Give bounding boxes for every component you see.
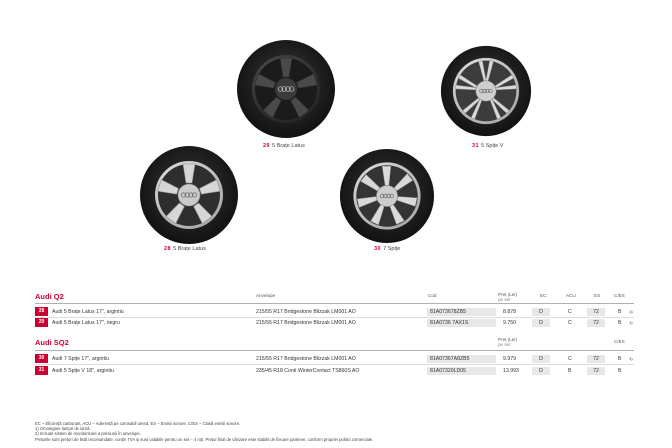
ec-class: D	[532, 308, 550, 316]
tyre-spec: 215/55 R17 Bridgestone Blizzak LM001 AO	[256, 355, 356, 362]
footnote-2: 2) Include sistem de monitorizare a presiunii în anvelope.	[35, 431, 141, 437]
col-header-ces: C/ES	[614, 293, 625, 298]
col-header-pret: Preț (Lei) pe set	[498, 292, 517, 302]
row-index-badge: 31	[35, 366, 48, 375]
section-title-q2: Audi Q2	[35, 292, 64, 301]
wheel-caption-28: 28 5 Brațe Latus	[164, 246, 206, 252]
wheel-name: Audi 5 Brațe Latus 17", negru	[52, 319, 120, 326]
row-footnote: 1)	[629, 319, 633, 325]
col-header-cod: Cod	[428, 293, 437, 298]
price: 9.979	[503, 355, 516, 362]
row-footnote: 1)	[629, 355, 633, 361]
row-index-badge: 30	[35, 354, 48, 363]
table-row	[35, 366, 634, 375]
es-value: 72	[587, 319, 605, 327]
ec-class: D	[532, 319, 550, 327]
col-header-acu: ACU	[566, 293, 576, 298]
wheel-name: Audi 5 Brațe Latus 17", argintiu	[52, 308, 124, 315]
es-value: 72	[587, 367, 605, 375]
acu-class: C	[568, 355, 572, 362]
wheel-image-30	[339, 148, 435, 244]
acu-class: C	[568, 308, 572, 315]
wheel-name: Audi 7 Spițe 17", argintiu	[52, 355, 109, 362]
ces-class: B	[618, 367, 622, 374]
table-row	[35, 354, 634, 363]
part-code: 81A0736 7AX1S	[427, 319, 496, 327]
price: 13.993	[503, 367, 519, 374]
table-row	[35, 307, 634, 316]
acu-class: C	[568, 319, 572, 326]
ec-class: D	[532, 367, 550, 375]
wheel-image-28	[139, 145, 239, 245]
wheel-caption-29: 29 5 Brațe Latus	[263, 143, 305, 149]
col-header-ec: EC	[540, 293, 547, 298]
wheel-image-29	[236, 39, 336, 139]
es-value: 72	[587, 308, 605, 316]
row-footnote: 1)	[629, 308, 633, 314]
tyre-spec: 215/55 R17 Bridgestone Blizzak LM001 AO	[256, 319, 356, 326]
footnote-price: Prețurile sunt prețuri de listă recomandate, conțin TVA și sunt valabile pentru un set – 4 roți. Prețul final de vânzare este stabilit de fiecare partener, conform propriei politici comerciale.	[35, 436, 374, 442]
header-rule	[35, 303, 634, 304]
ces-class: B	[618, 355, 622, 362]
wheel-name: Audi 5 Spițe V 18", argintiu	[52, 367, 114, 374]
part-code: 81A073678ZB5	[427, 308, 496, 316]
acu-class: B	[568, 367, 572, 374]
ces-class: B	[618, 308, 622, 315]
price: 8.878	[503, 308, 516, 315]
tyre-spec: 215/55 R17 Bridgestone Blizzak LM001 AO	[256, 308, 356, 315]
col-header-pret: Preț (Lei) pe set	[498, 337, 517, 347]
row-rule	[35, 364, 634, 365]
section-title-sq2: Audi SQ2	[35, 338, 69, 347]
ec-class: D	[532, 355, 550, 363]
part-code: 81A07367A8ZB5	[427, 355, 496, 363]
footnote-legend: EC – Eficiență carburant, ACU – Aderență pe carosabil umed, ES – Emisii sonore, C/ES – Clasă emisii sonore.	[35, 421, 241, 426]
tyre-spec: 235/45 R18 Conti WinterContact TS860S AO	[256, 367, 360, 374]
col-header-es: ES	[594, 293, 601, 298]
table-row	[35, 318, 634, 327]
part-code: 81A07320LD05	[427, 367, 496, 375]
header-rule	[35, 350, 634, 351]
footnote-1: 1) Omologare lanțuri de iarnă.	[35, 426, 91, 432]
row-index-badge: 28	[35, 307, 48, 316]
es-value: 72	[587, 355, 605, 363]
row-index-badge: 29	[35, 318, 48, 327]
col-header-ces: C/ES	[614, 339, 625, 344]
wheel-caption-30: 30 7 Spițe	[374, 246, 401, 252]
wheel-image-31	[440, 45, 532, 137]
col-header-anvelope: Anvelope	[256, 293, 276, 298]
footnotes	[35, 421, 373, 442]
wheel-caption-31: 31 5 Spițe V	[472, 143, 504, 149]
ces-class: B	[618, 319, 622, 326]
price: 9.750	[503, 319, 516, 326]
